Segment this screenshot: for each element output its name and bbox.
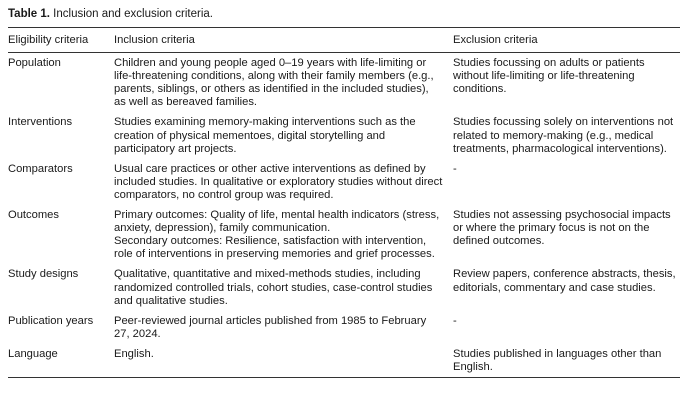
inclusion-cell <box>114 53 453 113</box>
inclusion-cell <box>114 344 453 378</box>
inclusion-text: Studies examining memory-making interventions such as the creation of physical mementoes, digital storytelling and participatory art projects. <box>114 116 416 155</box>
exclusion-cell: Studies published in languages other than English. <box>453 347 662 373</box>
criterion-cell: Comparators <box>8 162 73 175</box>
inclusion-text-secondary: Secondary outcomes: Resilience, satisfaction with intervention, role of interventions in preserving memories and grief processes. <box>114 235 435 261</box>
criterion-cell: Interventions <box>8 116 73 129</box>
table-row <box>8 264 680 310</box>
header-eligibility: Eligibility criteria <box>8 34 89 46</box>
inclusion-cell <box>114 205 453 264</box>
inclusion-text: Children and young people aged 0–19 years with life-limiting or life-threatening conditions, along with their family members (e.g., parents, siblings, or others as identified in the included studies), as well as bereaved families. <box>114 57 434 109</box>
criterion-cell: Study designs <box>8 268 79 281</box>
table-row <box>8 205 680 264</box>
table-title: Inclusion and exclusion criteria. <box>53 8 213 20</box>
header-inclusion: Inclusion criteria <box>114 34 195 46</box>
criteria-table <box>8 27 680 378</box>
exclusion-cell: Studies focussing on adults or patients without life-limiting or life-threatening conditions. <box>453 57 645 96</box>
table-row <box>8 53 680 113</box>
header-exclusion: Exclusion criteria <box>453 34 538 46</box>
table-caption <box>8 6 680 22</box>
table-number: Table 1. <box>8 8 50 20</box>
inclusion-cell <box>114 264 453 310</box>
table-row <box>8 112 680 158</box>
exclusion-cell: - <box>453 314 457 327</box>
inclusion-text: English. <box>114 347 154 360</box>
exclusion-cell: Review papers, conference abstracts, thesis, editorials, commentary and case studies. <box>453 268 676 294</box>
criterion-cell: Language <box>8 347 58 360</box>
exclusion-cell: - <box>453 162 457 175</box>
criterion-cell: Population <box>8 57 61 70</box>
inclusion-text: Usual care practices or other active interventions as defined by included studies. In qualitative or exploratory studies without direct comparators, no control group was required. <box>114 162 443 201</box>
exclusion-cell: Studies focussing solely on interventions not related to memory-making (e.g., medical treatments, pharmacological interventions). <box>453 116 674 155</box>
table-row <box>8 311 680 344</box>
inclusion-text: Qualitative, quantitative and mixed-methods studies, including randomized controlled trials, cohort studies, case-control studies and qualitative studies. <box>114 268 433 307</box>
table-row <box>8 159 680 205</box>
inclusion-cell <box>114 112 453 158</box>
criterion-cell: Outcomes <box>8 209 59 222</box>
exclusion-cell: Studies not assessing psychosocial impacts or where the primary focus is not on the defined outcomes. <box>453 209 671 248</box>
header-row <box>8 28 680 53</box>
table-row <box>8 344 680 378</box>
criterion-cell: Publication years <box>8 314 94 327</box>
inclusion-text: Peer-reviewed journal articles published from 1985 to February 27, 2024. <box>114 314 427 340</box>
inclusion-cell <box>114 159 453 205</box>
inclusion-cell <box>114 311 453 344</box>
inclusion-text-primary: Primary outcomes: Quality of life, mental health indicators (stress, anxiety, depression), family communication. <box>114 209 440 235</box>
